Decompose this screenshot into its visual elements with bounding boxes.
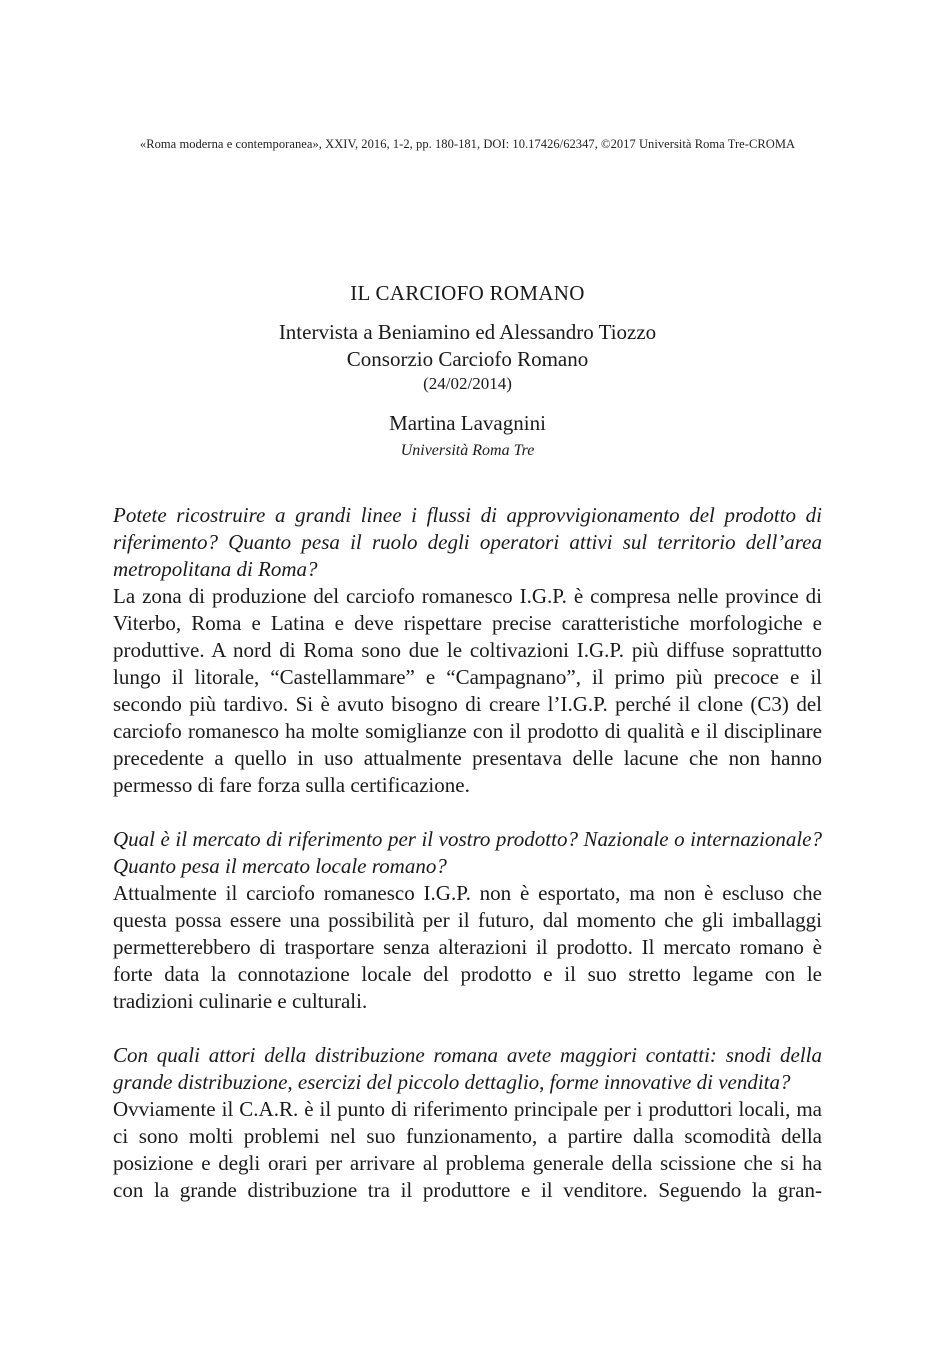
author-affiliation: Università Roma Tre [400, 442, 535, 459]
interview-date: (24/02/2014) [423, 374, 512, 393]
subtitle-line-organization: Consorzio Carciofo Romano [346, 347, 589, 371]
running-head: «Roma moderna e contemporanea», XXIV, 2016, 1-2, pp. 180-181, DOI: 10.17426/62347, ©2017 Università Roma Tre-CROMA [139, 137, 796, 151]
qa-block-1 [113, 502, 822, 799]
question-2: Qual è il mercato di riferimento per il vostro prodotto? Nazionale o internazionale? Quanto pesa il mercato locale romano? [113, 827, 822, 878]
article-subtitle [0, 319, 935, 373]
qa-block-3 [113, 1042, 822, 1204]
answer-2: Attualmente il carciofo romanesco I.G.P. non è esportato, ma non è escluso che questa possa essere una possibilità per il futuro, dal momento che gli imballaggi permetterebbero di trasportare senza alterazioni il prodotto. Il mercato romano è forte data la connotazione locale del prodotto e il suo stretto legame con le tradizioni culinarie e culturali. [113, 881, 822, 1013]
author-name: Martina Lavagnini [389, 411, 546, 435]
answer-1: La zona di produzione del carciofo romanesco I.G.P. è compresa nelle province di Viterbo, Roma e Latina e deve rispettare precise caratteristiche morfologiche e produttive. A nord di Roma sono due le coltivazioni I.G.P. più diffuse soprattutto lungo il litorale, “Castellammare” e “Campagnano”, il primo più precoce e il secondo più tardivo. Si è avuto bisogno di creare l’I.G.P. perché il clone (C3) del carciofo romanesco ha molte somiglianze con il prodotto di qualità e il disciplinare precedente a quello in uso attualmente presentava delle lacune che non hanno permesso di fare forza sulla certificazione. [113, 584, 822, 797]
article-title: IL CARCIOFO ROMANO [350, 281, 585, 305]
subtitle-line-interviewees: Intervista a Beniamino ed Alessandro Tiozzo [278, 320, 657, 344]
question-1: Potete ricostruire a grandi linee i flussi di approvvigionamento del prodotto di riferimento? Quanto pesa il ruolo degli operatori attivi sul territorio dell’area metropolitana di Roma? [113, 503, 822, 581]
interview-body [113, 502, 822, 1231]
question-3: Con quali attori della distribuzione romana avete maggiori contatti: snodi della grande distribuzione, esercizi del piccolo dettaglio, forme innovative di vendita? [113, 1043, 822, 1094]
qa-block-2 [113, 826, 822, 1015]
answer-3: Ovviamente il C.A.R. è il punto di riferimento principale per i produttori locali, ma ci sono molti problemi nel suo funzionamento, a partire dalla scomodità della posizione e degli orari per arrivare al problema generale della scissione che si ha con la grande distribuzione tra il produttore e il venditore. Seguendo la gran- [113, 1097, 822, 1202]
